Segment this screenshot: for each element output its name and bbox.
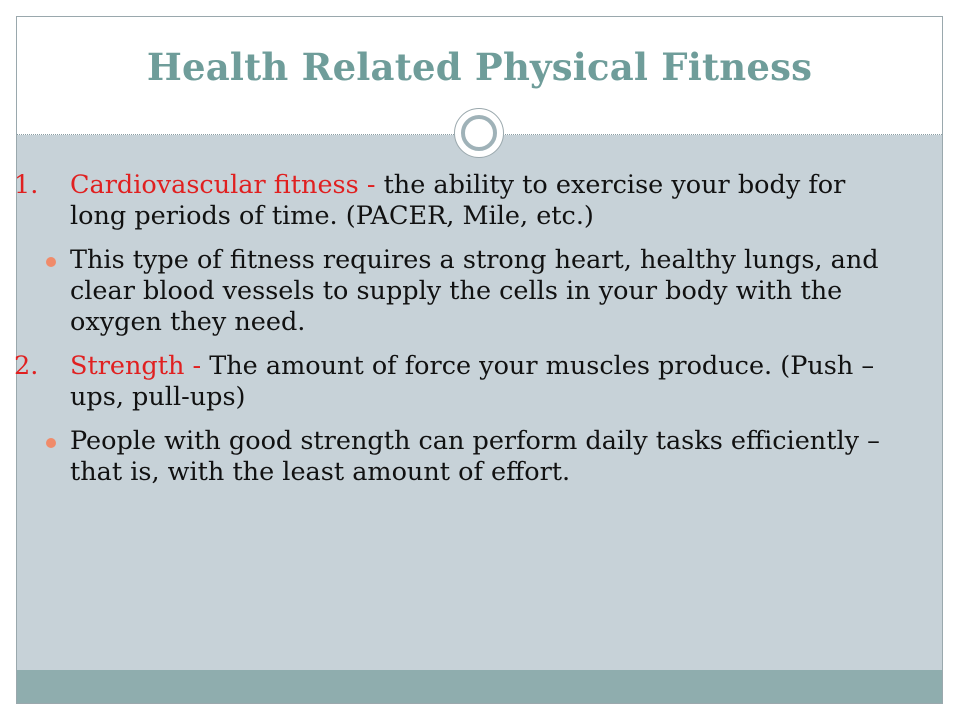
item-text: the ability to exercise your body for long periods of time. (PACER, Mile, etc.) xyxy=(70,170,846,231)
ring-badge-inner xyxy=(461,115,497,151)
item-text: People with good strength can perform daily tasks efficiently – that is, with the least amount of effort. xyxy=(70,426,880,487)
list-item-cardiovascular xyxy=(14,170,902,232)
item-number: 1. xyxy=(14,170,39,200)
item-term: Cardiovascular fitness - xyxy=(70,170,376,200)
footer-band xyxy=(17,670,942,703)
bullet-dot-icon xyxy=(46,257,56,267)
item-text: The amount of force your muscles produce. (Push – ups, pull-ups) xyxy=(70,351,875,412)
slide-body xyxy=(14,170,902,501)
item-text: This type of fitness requires a strong heart, healthy lungs, and clear blood vessels to supply the cells in your body with the oxygen they need. xyxy=(70,245,879,337)
list-item-bullet-heart xyxy=(42,245,902,338)
ring-badge-icon xyxy=(454,108,504,158)
list-item-strength xyxy=(14,351,902,413)
list-item-bullet-strength xyxy=(42,426,902,488)
slide-title: Health Related Physical Fitness xyxy=(146,45,813,89)
item-number: 2. xyxy=(14,351,39,381)
bullet-dot-icon xyxy=(46,438,56,448)
item-term: Strength - xyxy=(70,351,202,381)
